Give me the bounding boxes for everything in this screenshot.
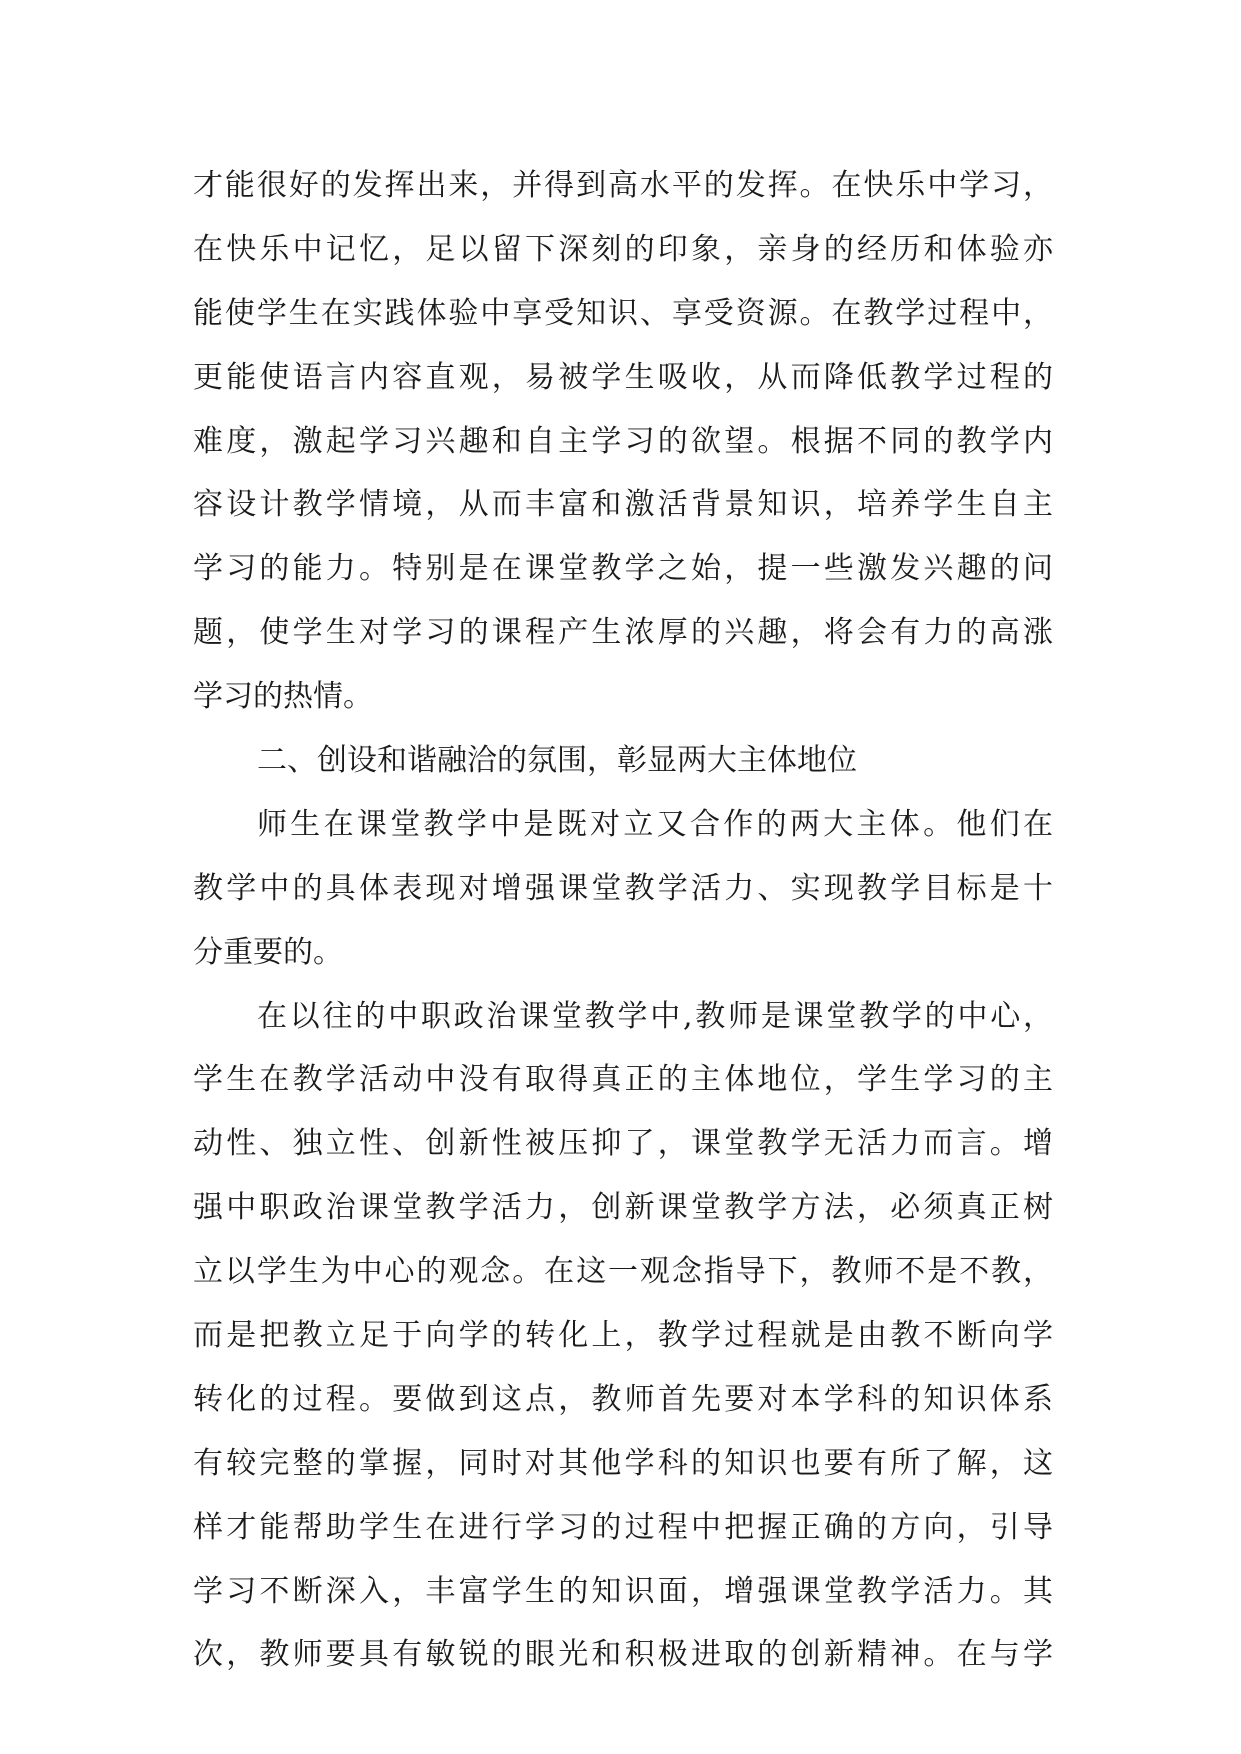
text-line: 学生在教学活动中没有取得真正的主体地位，学生学习的主 bbox=[193, 1062, 1053, 1098]
text-line: 在快乐中记忆，足以留下深刻的印象，亲身的经历和体验亦 bbox=[193, 231, 1053, 267]
text-line: 题，使学生对学习的课程产生浓厚的兴趣，将会有力的高涨 bbox=[193, 615, 1053, 651]
text-line: 学习的热情。 bbox=[193, 679, 373, 715]
text-line: 而是把教立足于向学的转化上，教学过程就是由教不断向学 bbox=[193, 1318, 1053, 1354]
text-line: 学习不断深入，丰富学生的知识面，增强课堂教学活力。其 bbox=[193, 1573, 1053, 1609]
text-line: 立以学生为中心的观念。在这一观念指导下，教师不是不教， bbox=[193, 1254, 1053, 1290]
text-line: 在以往的中职政治课堂教学中,教师是课堂教学的中心， bbox=[257, 998, 1053, 1034]
text-line: 更能使语言内容直观，易被学生吸收，从而降低教学过程的 bbox=[193, 359, 1053, 395]
text-line: 才能很好的发挥出来，并得到高水平的发挥。在快乐中学习， bbox=[193, 168, 1053, 203]
text-line: 动性、独立性、创新性被压抑了，课堂教学无活力而言。增 bbox=[193, 1126, 1053, 1162]
text-line: 学习的能力。特别是在课堂教学之始，提一些激发兴趣的问 bbox=[193, 551, 1053, 587]
text-line: 有较完整的掌握，同时对其他学科的知识也要有所了解，这 bbox=[193, 1445, 1053, 1481]
text-line: 次，教师要具有敏锐的眼光和积极进取的创新精神。在与学 bbox=[193, 1637, 1053, 1673]
text-line: 转化的过程。要做到这点，教师首先要对本学科的知识体系 bbox=[193, 1381, 1053, 1417]
text-line: 师生在课堂教学中是既对立又合作的两大主体。他们在 bbox=[257, 806, 1053, 842]
text-line: 容设计教学情境，从而丰富和激活背景知识，培养学生自主 bbox=[193, 487, 1053, 523]
text-line: 难度，激起学习兴趣和自主学习的欲望。根据不同的教学内 bbox=[193, 423, 1053, 459]
text-line: 二、创设和谐融洽的氛围，彰显两大主体地位 bbox=[257, 743, 857, 779]
text-line: 分重要的。 bbox=[193, 934, 343, 970]
text-line: 教学中的具体表现对增强课堂教学活力、实现教学目标是十 bbox=[193, 870, 1053, 906]
text-line: 强中职政治课堂教学活力，创新课堂教学方法，必须真正树 bbox=[193, 1190, 1053, 1226]
body-text bbox=[193, 154, 1053, 1687]
text-line: 能使学生在实践体验中享受知识、享受资源。在教学过程中， bbox=[193, 295, 1053, 331]
text-line: 样才能帮助学生在进行学习的过程中把握正确的方向，引导 bbox=[193, 1509, 1053, 1545]
